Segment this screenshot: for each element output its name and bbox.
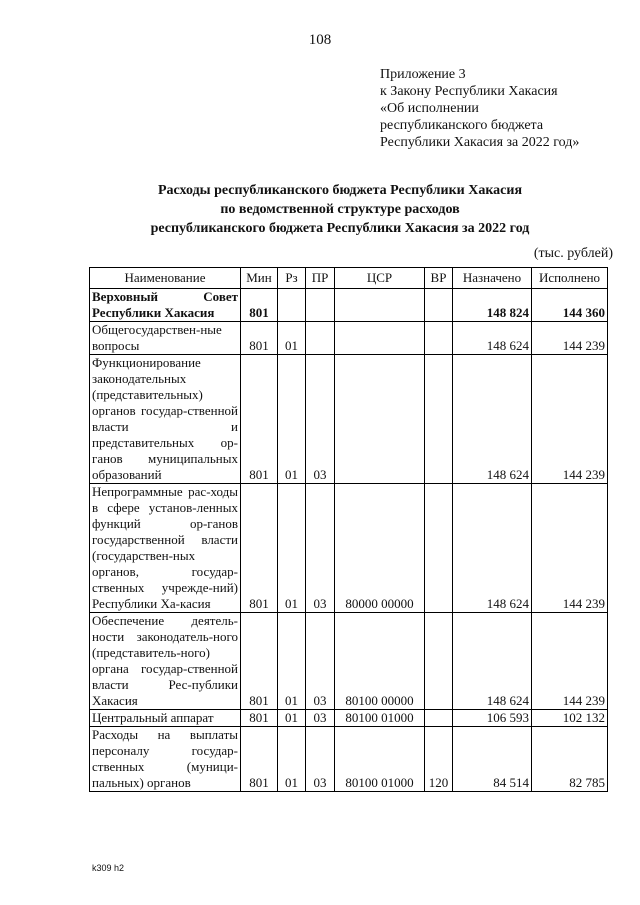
cell-name: Центральный аппарат: [90, 710, 241, 727]
cell-rz: 01: [278, 727, 306, 792]
cell-pr: [306, 289, 335, 322]
title-line: Расходы республиканского бюджета Республики Хакасия: [157, 183, 523, 198]
budget-table: [89, 267, 608, 792]
cell-executed: 144 360: [532, 289, 608, 322]
cell-executed: 144 239: [532, 613, 608, 710]
cell-vr: [425, 710, 453, 727]
cell-csr: 80100 01000: [335, 727, 425, 792]
cell-executed: 82 785: [532, 727, 608, 792]
cell-min: 801: [241, 355, 278, 484]
appendix-line: республиканского бюджета: [380, 118, 544, 133]
cell-min: 801: [241, 710, 278, 727]
cell-name: Функционирование законодательных (представительных) органов государ-ственной власти и представительных ор-ганов муниципальных образований: [90, 355, 241, 484]
table-row: [90, 710, 608, 727]
cell-min: 801: [241, 613, 278, 710]
cell-min: 801: [241, 322, 278, 355]
title-line: республиканского бюджета Республики Хакасия за 2022 год: [150, 221, 530, 236]
appendix-line: Республики Хакасия за 2022 год»: [380, 135, 580, 150]
cell-rz: 01: [278, 613, 306, 710]
cell-name: Расходы на выплаты персоналу государ-ственных (муници-пальных) органов: [90, 727, 241, 792]
footer-code: k309 h2: [92, 863, 125, 873]
cell-csr: [335, 355, 425, 484]
cell-planned: 106 593: [453, 710, 532, 727]
cell-pr: 03: [306, 710, 335, 727]
cell-executed: 102 132: [532, 710, 608, 727]
cell-vr: 120: [425, 727, 453, 792]
appendix-line: к Закону Республики Хакасия: [380, 84, 558, 99]
document-title: [110, 181, 570, 238]
cell-min: 801: [241, 289, 278, 322]
cell-vr: [425, 289, 453, 322]
cell-vr: [425, 484, 453, 613]
cell-min: 801: [241, 484, 278, 613]
units-label: (тыс. рублей): [533, 246, 613, 261]
table-row: [90, 484, 608, 613]
cell-pr: 03: [306, 484, 335, 613]
cell-rz: 01: [278, 484, 306, 613]
header-executed: Исполнено: [532, 268, 608, 289]
cell-pr: [306, 322, 335, 355]
cell-planned: 84 514: [453, 727, 532, 792]
table-row: [90, 355, 608, 484]
cell-name: Обеспечение деятель-ности законодатель-ного (представитель-ного) органа государ-ственной власти Рес-публики Хакасия: [90, 613, 241, 710]
title-line: по ведомственной структуре расходов: [220, 202, 460, 217]
cell-rz: 01: [278, 322, 306, 355]
cell-executed: 144 239: [532, 355, 608, 484]
cell-planned: 148 624: [453, 484, 532, 613]
cell-min: 801: [241, 727, 278, 792]
cell-name: Верховный Совет Республики Хакасия: [90, 289, 241, 322]
table-row: [90, 322, 608, 355]
header-min: Мин: [241, 268, 278, 289]
cell-executed: 144 239: [532, 322, 608, 355]
header-rz: Рз: [278, 268, 306, 289]
cell-rz: 01: [278, 710, 306, 727]
cell-planned: 148 624: [453, 613, 532, 710]
cell-planned: 148 624: [453, 355, 532, 484]
appendix-note: [380, 66, 630, 151]
cell-pr: 03: [306, 727, 335, 792]
cell-rz: [278, 289, 306, 322]
table-row: [90, 727, 608, 792]
cell-pr: 03: [306, 613, 335, 710]
header-csr: ЦСР: [335, 268, 425, 289]
header-name: Наименование: [90, 268, 241, 289]
cell-vr: [425, 613, 453, 710]
cell-planned: 148 824: [453, 289, 532, 322]
cell-csr: 80100 01000: [335, 710, 425, 727]
page-number: 108: [308, 32, 332, 48]
cell-name: Общегосударствен-ные вопросы: [90, 322, 241, 355]
cell-pr: 03: [306, 355, 335, 484]
cell-csr: 80100 00000: [335, 613, 425, 710]
cell-csr: 80000 00000: [335, 484, 425, 613]
cell-vr: [425, 355, 453, 484]
cell-executed: 144 239: [532, 484, 608, 613]
cell-rz: 01: [278, 355, 306, 484]
appendix-line: Приложение 3: [380, 67, 466, 82]
table-row: [90, 289, 608, 322]
table-row: [90, 613, 608, 710]
cell-csr: [335, 289, 425, 322]
cell-csr: [335, 322, 425, 355]
header-vr: ВР: [425, 268, 453, 289]
table-header-row: [90, 268, 608, 289]
header-planned: Назначено: [453, 268, 532, 289]
cell-vr: [425, 322, 453, 355]
cell-name: Непрограммные рас-ходы в сфере установ-ленных функций ор-ганов государственной власти (государствен-ных органов, государ-ственных учрежде-ний) Республики Ха-касия: [90, 484, 241, 613]
appendix-line: «Об исполнении: [380, 101, 479, 116]
header-pr: ПР: [306, 268, 335, 289]
cell-planned: 148 624: [453, 322, 532, 355]
